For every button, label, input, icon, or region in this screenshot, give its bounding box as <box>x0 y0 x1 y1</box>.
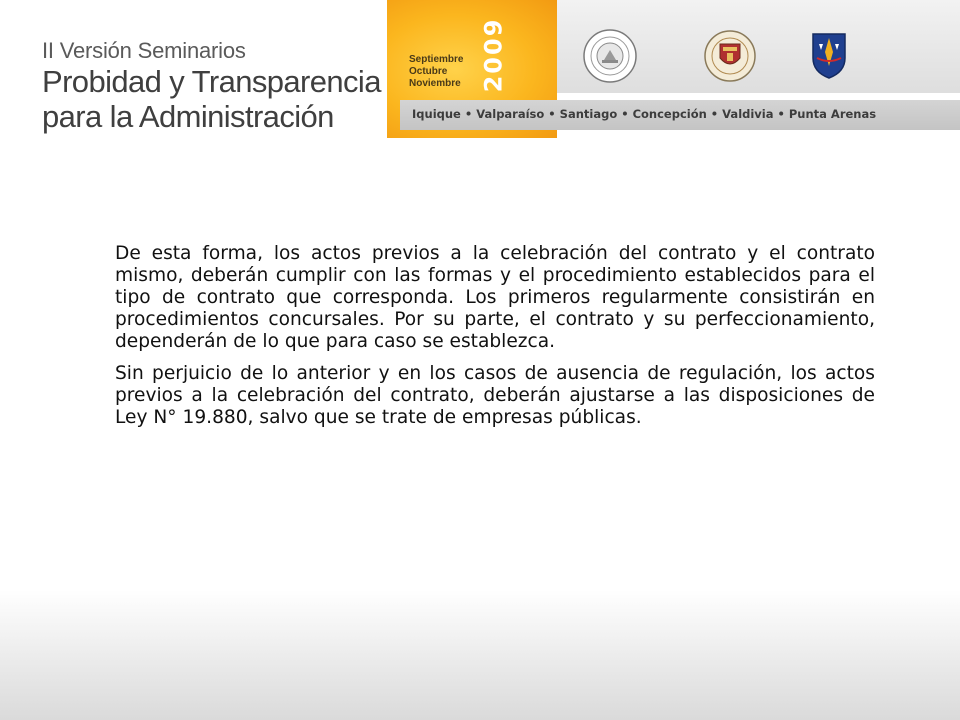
contraloria-seal-icon <box>582 28 638 84</box>
cities-list: Iquique • Valparaíso • Santiago • Concepción • Valdivia • Punta Arenas <box>412 107 877 121</box>
seminar-title-line1: Probidad y Transparencia <box>42 64 381 99</box>
university-seal-icon <box>703 28 757 84</box>
bottom-gradient <box>0 590 960 720</box>
month-september: Septiembre <box>409 54 464 65</box>
event-months <box>409 54 463 90</box>
month-november: Noviembre <box>409 78 461 89</box>
university-shield-icon <box>809 30 849 80</box>
event-year-text: 2009 <box>479 17 508 93</box>
event-year <box>465 17 521 93</box>
body-paragraph-2: Sin perjuicio de lo anterior y en los casos de ausencia de regulación, los actos previos a la celebración del contrato, deberán ajustarse a las disposiciones de Ley N° 19.880, salvo que se trate de empresas públicas. <box>115 363 875 428</box>
seminar-title-block <box>42 38 381 134</box>
seminar-subtitle: II Versión Seminarios <box>42 38 246 63</box>
seminar-title-line2: para la Administración <box>42 99 334 134</box>
body-paragraph-1: De esta forma, los actos previos a la celebración del contrato y el contrato mismo, deberán cumplir con las formas y el procedimiento establecidos para el tipo de contrato que corresponda. Los primeros regularmente consistirán en procedimientos concursales. Por su parte, el contrato y su perfeccionamiento, dependerán de lo que para caso se establezca. <box>115 243 875 352</box>
slide-body <box>115 243 875 439</box>
month-october: Octubre <box>409 66 448 77</box>
cities-bar <box>400 100 960 130</box>
header-logo-strip <box>557 0 960 93</box>
